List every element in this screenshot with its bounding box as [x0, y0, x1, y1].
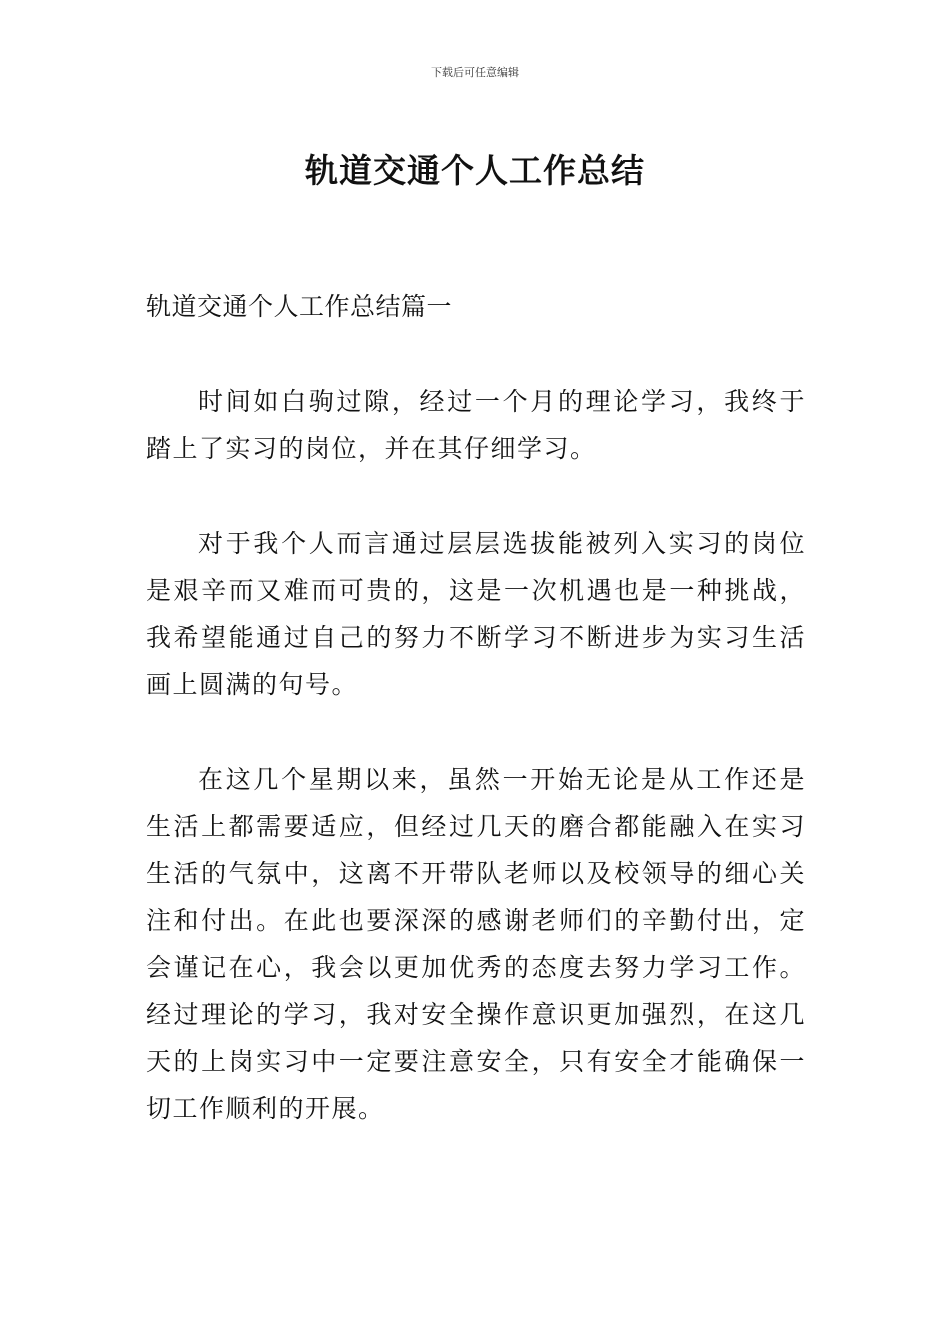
paragraph-3: 在这几个星期以来，虽然一开始无论是从工作还是生活上都需要适应，但经过几天的磨合都能融入在实习生活的气氛中，这离不开带队老师以及校领导的细心关注和付出。在此也要深深的感谢老师们的辛勤付出，定会谨记在心，我会以更加优秀的态度去努力学习工作。经过理论的学习，我对安全操作意识更加强烈，在这几天的上岗实习中一定要注意安全，只有安全才能确保一切工作顺利的开展。: [146, 765, 806, 1123]
document-title: 轨道交通个人工作总结: [305, 151, 645, 191]
paragraph-1: 时间如白驹过隙，经过一个月的理论学习，我终于踏上了实习的岗位，并在其仔细学习。: [146, 387, 806, 463]
document-body: [146, 283, 806, 1180]
paragraph-2: 对于我个人而言通过层层选拔能被列入实习的岗位是艰辛而又难而可贵的，这是一次机遇也是一种挑战，我希望能通过自己的努力不断学习不断进步为实习生活画上圆满的句号。: [146, 529, 806, 699]
section-heading: 轨道交通个人工作总结篇一: [146, 292, 453, 321]
header-note: 下载后可任意编辑: [431, 66, 519, 79]
